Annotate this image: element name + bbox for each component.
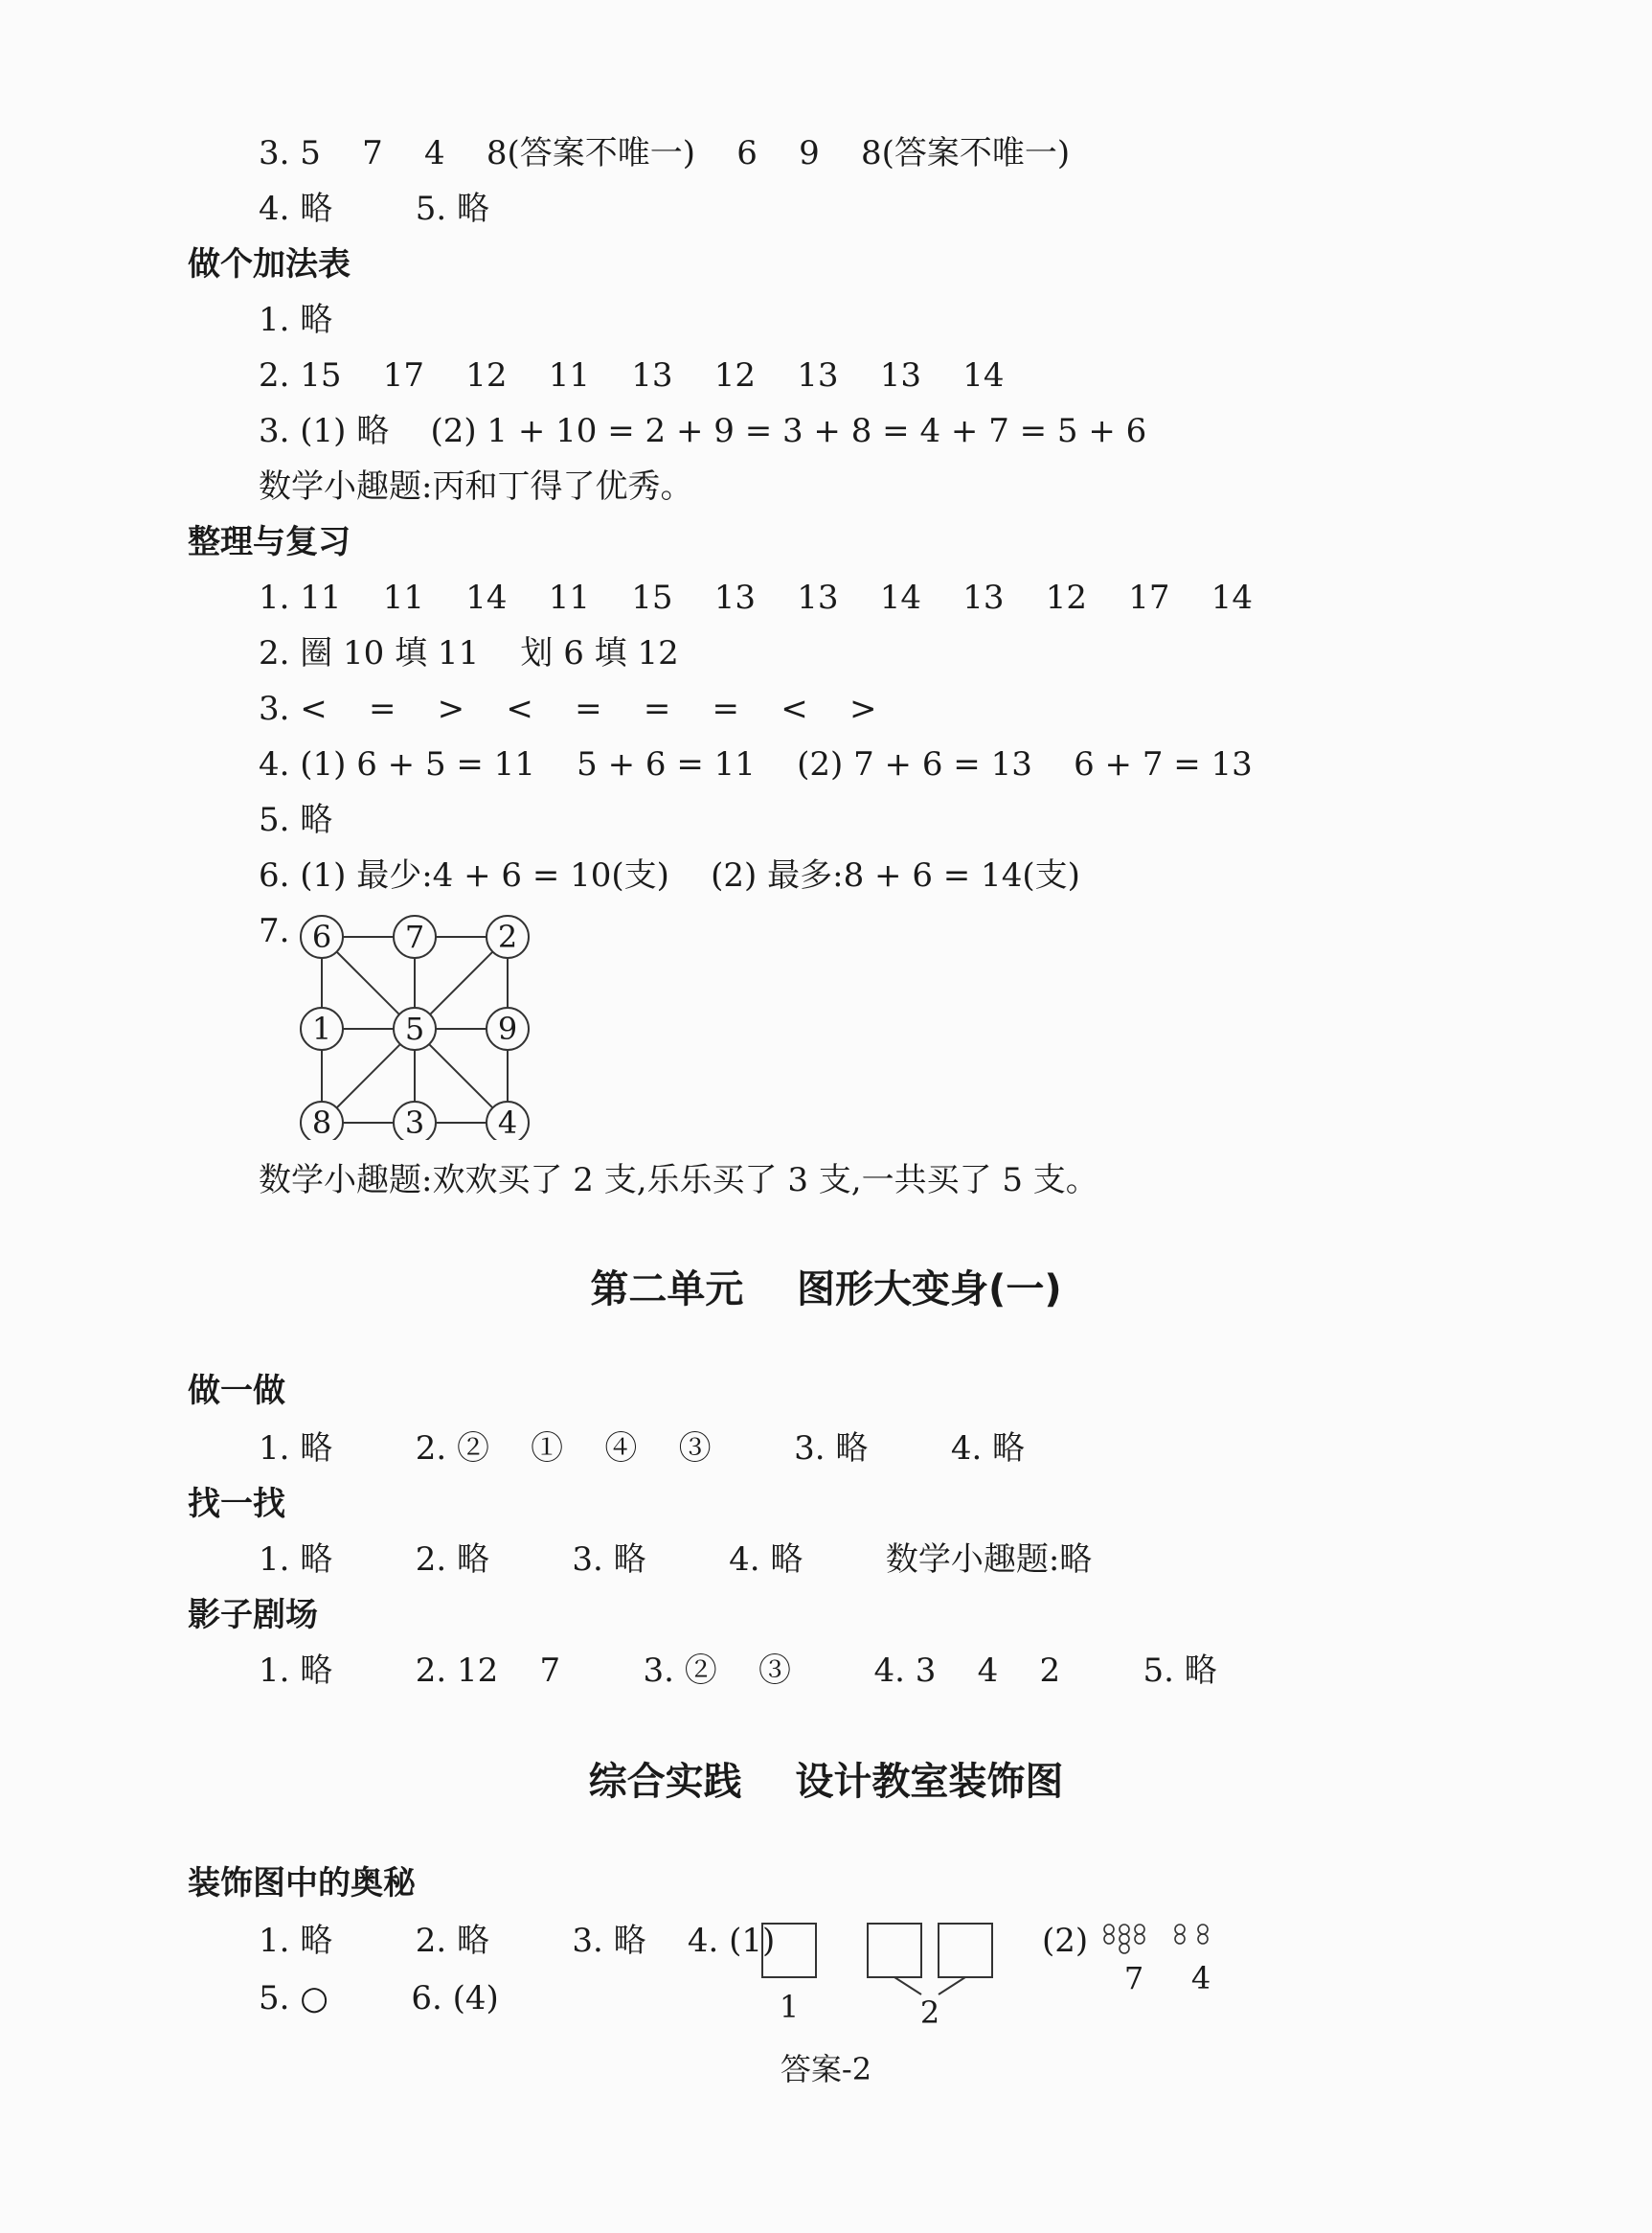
answer-line: 1. 11 11 14 11 15 13 13 14 13 12 17 14 [259, 579, 1253, 617]
box-label-1: 1 [779, 1989, 800, 2025]
answer-line: 5. 略 [259, 801, 333, 839]
section-heading-review: 整理与复习 [188, 523, 351, 561]
grid-node-number: 5 [404, 1011, 425, 1047]
answer-line: 5. ○ 6. (4) [259, 1979, 499, 2017]
answer-line-3: 3. 5 7 4 8(答案不唯一) 6 9 8(答案不唯一) [259, 134, 1071, 172]
fun-question: 数学小趣题:欢欢买了 2 支,乐乐买了 3 支,一共买了 5 支。 [259, 1161, 1098, 1199]
unit-title: 第二单元 图形大变身(一) [590, 1267, 1062, 1311]
grid-node-number: 4 [497, 1105, 518, 1140]
grid-node-number: 7 [404, 919, 425, 955]
grid-node-number: 3 [404, 1105, 425, 1140]
practice-title: 综合实践 设计教室装饰图 [588, 1760, 1064, 1804]
circle-groups-diagram [1101, 1920, 1235, 2006]
answer-line-4: 4. 略 5. 略 [259, 190, 489, 228]
answer-line: 2. 15 17 12 11 13 12 13 13 14 [259, 356, 1005, 395]
answer-line: 1. 略 2. ② ① ④ ③ 3. 略 4. 略 [259, 1429, 1026, 1468]
count-7: 7 [1123, 1960, 1144, 1996]
answer-line: 1. 略 2. 略 3. 略 4. (1) [259, 1922, 776, 1960]
fun-question: 数学小趣题:丙和丁得了优秀。 [259, 467, 693, 506]
answer-line: 3. (1) 略 (2) 1 + 10 = 2 + 9 = 3 + 8 = 4 + 7 = 5 + 6 [259, 412, 1147, 450]
answer-line: 2. 圈 10 填 11 划 6 填 12 [259, 634, 679, 672]
answer-line: 1. 略 2. 略 3. 略 4. 略 数学小趣题:略 [259, 1540, 1093, 1579]
section-heading: 影子剧场 [188, 1596, 318, 1634]
part-2-label: (2) [1042, 1922, 1089, 1960]
box-label-2: 2 [919, 1994, 940, 2031]
grid-node-number: 8 [311, 1105, 332, 1140]
grid-node-number: 9 [497, 1011, 518, 1047]
section-heading: 装饰图中的奥秘 [188, 1864, 416, 1903]
answer-line: 6. (1) 最少:4 + 6 = 10(支) (2) 最多:8 + 6 = 14(支) [259, 856, 1080, 895]
answer-line: 4. (1) 6 + 5 = 11 5 + 6 = 11 (2) 7 + 6 = 13 6 + 7 = 13 [259, 745, 1253, 784]
page-footer: 答案-2 [780, 2051, 872, 2087]
section-heading-addition-table: 做个加法表 [188, 245, 351, 284]
grid-node-number: 1 [311, 1011, 332, 1047]
count-4: 4 [1190, 1960, 1211, 1996]
magic-grid-diagram [287, 910, 555, 1140]
item-7-label: 7. [259, 912, 290, 950]
grid-node-number: 6 [311, 919, 332, 955]
grid-node-number: 2 [497, 919, 518, 955]
section-heading: 找一找 [188, 1485, 285, 1523]
answer-line: 1. 略 2. 12 7 3. ② ③ 4. 3 4 2 5. 略 [259, 1652, 1217, 1690]
square-grouping-diagram [757, 1916, 1006, 2040]
section-heading: 做一做 [188, 1372, 285, 1410]
answer-line: 1. 略 [259, 301, 333, 339]
answer-line: 3. < = > < = = = < > [259, 690, 877, 728]
